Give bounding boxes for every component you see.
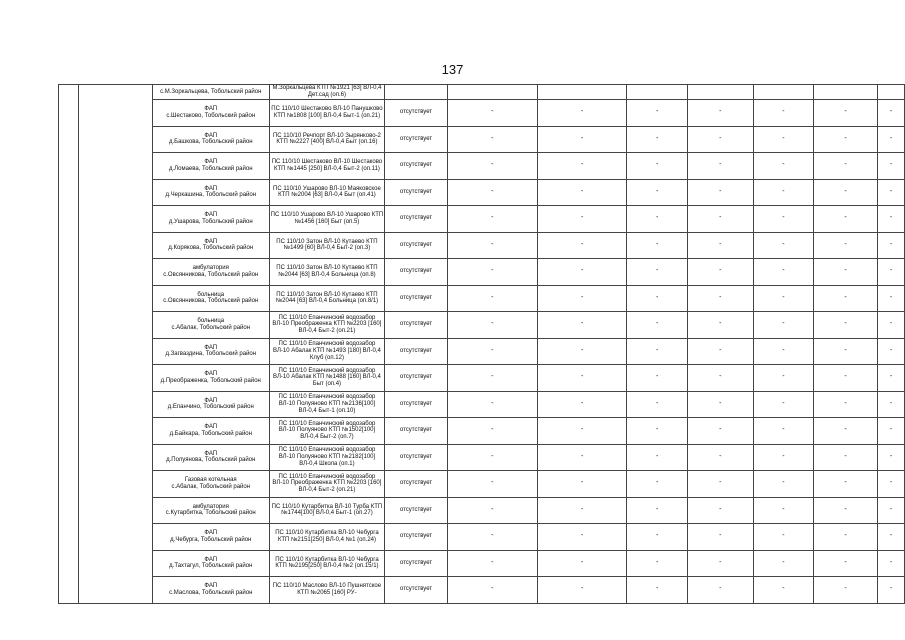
power-source-cell: ПС 110/10 Епанчинский водозабор ВЛ-10 Полуяново КТП №1502[100] ВЛ-0,4 Быт-2 (оп.7) — [269, 418, 385, 445]
value-cell — [537, 85, 626, 100]
value-cell: - — [687, 179, 753, 206]
value-cell: - — [753, 206, 813, 233]
value-cell: - — [447, 232, 537, 259]
value-cell: - — [814, 206, 878, 233]
power-source-cell: ПС 110/10 Епанчинский водозабор ВЛ-10 Преображенка КТП №2203 [160] ВЛ-0,4 Быт-2 (оп.21) — [269, 312, 385, 339]
facility-type: ФАП — [204, 556, 218, 563]
value-cell: - — [447, 524, 537, 551]
value-cell: - — [537, 126, 626, 153]
status-cell: отсутствует — [385, 577, 447, 604]
facility-place: д.Ушарова, Тобольский район — [168, 218, 253, 225]
value-cell: - — [814, 126, 878, 153]
value-cell: - — [447, 312, 537, 339]
facility-type: амбулатория — [192, 265, 229, 272]
value-cell: - — [687, 153, 753, 180]
value-cell: - — [627, 206, 687, 233]
value-cell: - — [814, 338, 878, 365]
value-cell: - — [447, 206, 537, 233]
value-cell: - — [537, 550, 626, 577]
location-cell — [153, 365, 269, 392]
value-cell: - — [537, 206, 626, 233]
facility-type: ФАП — [204, 530, 218, 537]
value-cell: - — [814, 365, 878, 392]
value-cell: - — [537, 259, 626, 286]
location-cell — [153, 577, 269, 604]
facility-type: ФАП — [204, 424, 218, 431]
value-cell: - — [627, 524, 687, 551]
value-cell: - — [814, 312, 878, 339]
facility-place: д.Полуянова, Тобольский район — [166, 457, 256, 464]
value-cell — [878, 85, 905, 100]
value-cell: - — [627, 550, 687, 577]
status-cell: отсутствует — [385, 259, 447, 286]
status-cell: отсутствует — [385, 206, 447, 233]
location-cell — [153, 338, 269, 365]
power-source-cell: ПС 110/10 Епанчинский водозабор ВЛ-10 Полуяново КТП №2182[100] ВЛ-0,4 Школа (оп.1) — [269, 444, 385, 471]
status-cell: отсутствует — [385, 232, 447, 259]
table-row — [59, 444, 905, 471]
status-cell: отсутствует — [385, 391, 447, 418]
value-cell: - — [878, 100, 905, 127]
value-cell: - — [687, 312, 753, 339]
value-cell: - — [878, 497, 905, 524]
value-cell: - — [537, 444, 626, 471]
location-cell — [153, 179, 269, 206]
value-cell: - — [537, 312, 626, 339]
table-row — [59, 312, 905, 339]
value-cell — [814, 85, 878, 100]
value-cell: - — [537, 497, 626, 524]
facility-place: с.Кутарбитка, Тобольский район — [165, 510, 256, 517]
power-source-cell: ПС 110/10 Шестаково ВЛ-10 Панушково КТП №1808 [100] ВЛ-0,4 Быт-1 (оп.21) — [269, 100, 385, 127]
value-cell: - — [447, 365, 537, 392]
blank-cell — [79, 85, 153, 604]
power-source-cell: ПС 110/10 Шестаково ВЛ-10 Шестаково КТП №1445 [250] ВЛ-0,4 Быт-2 (оп.11) — [269, 153, 385, 180]
table-row — [59, 338, 905, 365]
value-cell: - — [814, 444, 878, 471]
value-cell — [687, 85, 753, 100]
facility-place: с.Абалак, Тобольский район — [171, 483, 251, 490]
status-cell: отсутствует — [385, 524, 447, 551]
value-cell: - — [753, 100, 813, 127]
value-cell: - — [878, 206, 905, 233]
table-row — [59, 179, 905, 206]
facility-type: Газовая котельная — [184, 477, 237, 484]
table-row — [59, 577, 905, 604]
row-number-cell — [59, 85, 79, 604]
value-cell: - — [878, 365, 905, 392]
power-source-cell: ПС 110/10 Ушарово ВЛ-10 Маяковское КТП №2004 [63] ВЛ-0,4 Быт (оп.41) — [269, 179, 385, 206]
value-cell: - — [814, 179, 878, 206]
data-table — [58, 84, 905, 604]
value-cell: - — [753, 285, 813, 312]
value-cell: - — [753, 444, 813, 471]
value-cell: - — [814, 471, 878, 498]
power-source-cell: ПС 110/10 Кутарбитка ВЛ-10 Чебурга КТП №2195[250] ВЛ-0,4 №2 (оп.15/1) — [269, 550, 385, 577]
value-cell: - — [447, 444, 537, 471]
value-cell: - — [537, 338, 626, 365]
facility-place: д.Тахтагул, Тобольский район — [169, 563, 253, 570]
value-cell: - — [753, 259, 813, 286]
facility-place: д.Загваздина, Тобольский район — [165, 351, 257, 358]
location-cell — [153, 85, 269, 100]
value-cell: - — [878, 312, 905, 339]
status-cell: отсутствует — [385, 153, 447, 180]
table-row — [59, 418, 905, 445]
status-cell: отсутствует — [385, 126, 447, 153]
table-row — [59, 497, 905, 524]
value-cell: - — [878, 391, 905, 418]
value-cell: - — [627, 444, 687, 471]
value-cell: - — [753, 418, 813, 445]
power-source-cell: ПС 110/10 Кутарбитка ВЛ-10 Чебурга КТП №2151[250] ВЛ-0,4 №1 (оп.24) — [269, 524, 385, 551]
value-cell: - — [627, 391, 687, 418]
location-cell — [153, 497, 269, 524]
value-cell: - — [537, 471, 626, 498]
table-row — [59, 391, 905, 418]
value-cell: - — [687, 577, 753, 604]
facility-type: ФАП — [204, 450, 218, 457]
facility-type: ФАП — [204, 185, 218, 192]
value-cell: - — [627, 179, 687, 206]
value-cell: - — [814, 497, 878, 524]
value-cell: - — [878, 285, 905, 312]
power-source-cell: ПС 110/10 Затон ВЛ-10 Кутаево КТП №2044 [63] ВЛ-0,4 Больница (оп.8) — [269, 259, 385, 286]
facility-type: ФАП — [204, 132, 218, 139]
value-cell: - — [753, 179, 813, 206]
value-cell: - — [753, 524, 813, 551]
value-cell: - — [627, 471, 687, 498]
power-source-cell: ПС 110/10 Маслово ВЛ-10 Пушнятское КТП №2065 [160] РУ- — [269, 577, 385, 604]
facility-place: д.Башкова, Тобольский район — [168, 139, 253, 146]
value-cell: - — [447, 126, 537, 153]
facility-type: ФАП — [204, 212, 218, 219]
location-cell — [153, 524, 269, 551]
status-cell: отсутствует — [385, 418, 447, 445]
power-source-cell: ПС 110/10 Епанчинский водозабор ВЛ-10 Абалак КТП №1493 [180] ВЛ-0,4 Клуб (оп.12) — [269, 338, 385, 365]
value-cell: - — [814, 391, 878, 418]
power-source-cell: ПС 110/10 Затон ВЛ-10 Кутаево КТП №1499 [60] ВЛ-0,4 Быт-2 (оп.3) — [269, 232, 385, 259]
value-cell: - — [627, 577, 687, 604]
value-cell: - — [447, 497, 537, 524]
status-cell: отсутствует — [385, 338, 447, 365]
value-cell: - — [627, 100, 687, 127]
facility-place: д.Епанчино, Тобольский район — [167, 404, 254, 411]
status-cell: отсутствует — [385, 365, 447, 392]
value-cell: - — [537, 365, 626, 392]
value-cell: - — [687, 126, 753, 153]
table-row — [59, 206, 905, 233]
value-cell: - — [878, 259, 905, 286]
table-row — [59, 232, 905, 259]
status-cell: отсутствует — [385, 497, 447, 524]
value-cell: - — [537, 391, 626, 418]
value-cell — [627, 85, 687, 100]
value-cell: - — [627, 312, 687, 339]
value-cell: - — [627, 285, 687, 312]
location-cell — [153, 285, 269, 312]
value-cell: - — [687, 391, 753, 418]
value-cell: - — [814, 577, 878, 604]
location-cell — [153, 259, 269, 286]
value-cell: - — [627, 418, 687, 445]
facility-type: амбулатория — [192, 503, 229, 510]
facility-type: ФАП — [204, 106, 218, 113]
location-cell — [153, 471, 269, 498]
facility-place: д.Преображенка, Тобольский район — [160, 377, 261, 384]
value-cell: - — [814, 550, 878, 577]
value-cell: - — [627, 232, 687, 259]
location-cell — [153, 100, 269, 127]
status-cell — [385, 85, 447, 100]
facility-type: ФАП — [204, 238, 218, 245]
value-cell: - — [687, 418, 753, 445]
value-cell: - — [753, 312, 813, 339]
value-cell: - — [753, 126, 813, 153]
table-row — [59, 126, 905, 153]
power-source-cell: ПС 110/10 Епанчинский водозабор ВЛ-10 Полуяново КТП №2136[100] ВЛ-0,4 Быт-1 (оп.10) — [269, 391, 385, 418]
table-row — [59, 285, 905, 312]
facility-place: с.Шестаково, Тобольский район — [166, 112, 256, 119]
facility-type: ФАП — [204, 159, 218, 166]
value-cell: - — [814, 259, 878, 286]
value-cell: - — [687, 232, 753, 259]
value-cell: - — [537, 179, 626, 206]
value-cell: - — [447, 100, 537, 127]
value-cell: - — [687, 550, 753, 577]
value-cell: - — [814, 100, 878, 127]
value-cell: - — [537, 577, 626, 604]
value-cell: - — [627, 365, 687, 392]
value-cell: - — [687, 444, 753, 471]
value-cell: - — [814, 524, 878, 551]
value-cell: - — [447, 550, 537, 577]
facility-type: ФАП — [204, 583, 218, 590]
facility-type: больница — [197, 291, 225, 298]
value-cell: - — [753, 153, 813, 180]
value-cell: - — [687, 524, 753, 551]
table-row — [59, 550, 905, 577]
value-cell: - — [687, 259, 753, 286]
value-cell: - — [687, 471, 753, 498]
value-cell: - — [814, 232, 878, 259]
value-cell: - — [537, 418, 626, 445]
value-cell: - — [537, 524, 626, 551]
value-cell: - — [687, 285, 753, 312]
location-cell — [153, 126, 269, 153]
value-cell: - — [537, 153, 626, 180]
facility-type: больница — [197, 318, 225, 325]
facility-place: с.Овсянникова, Тобольский район — [163, 298, 259, 305]
value-cell: - — [753, 497, 813, 524]
table-row — [59, 259, 905, 286]
value-cell: - — [814, 285, 878, 312]
value-cell: - — [687, 497, 753, 524]
page-number: 137 — [441, 62, 464, 77]
power-source-cell: ПС 110/10 Речпорт ВЛ-10 Зырянково-2 КТП №2227 [400] ВЛ-0,4 Быт (оп.16) — [269, 126, 385, 153]
value-cell: - — [753, 338, 813, 365]
status-cell: отсутствует — [385, 100, 447, 127]
power-source-cell: ПС 110/10 Епанчинский водозабор ВЛ-10 Абалак КТП №1488 [160] ВЛ-0,4 Быт (оп.4) — [269, 365, 385, 392]
facility-place: с.Овсянникова, Тобольский район — [163, 271, 259, 278]
value-cell: - — [447, 153, 537, 180]
power-source-cell: ПС 110/10 Ушарово ВЛ-10 Ушарово КТП №1456 [160] Быт (оп.5) — [269, 206, 385, 233]
value-cell: - — [878, 577, 905, 604]
value-cell: - — [447, 577, 537, 604]
value-cell: - — [627, 126, 687, 153]
value-cell: - — [447, 391, 537, 418]
status-cell: отсутствует — [385, 285, 447, 312]
status-cell: отсутствует — [385, 471, 447, 498]
facility-place: д.Байкара, Тобольский район — [169, 430, 252, 437]
table-row — [59, 524, 905, 551]
value-cell: - — [627, 338, 687, 365]
value-cell: - — [878, 524, 905, 551]
value-cell: - — [447, 259, 537, 286]
value-cell: - — [878, 418, 905, 445]
facility-type: ФАП — [204, 371, 218, 378]
value-cell: - — [753, 232, 813, 259]
power-source-cell: ПС 110/10 Затон ВЛ-10 Кутаево КТП №2044 [63] ВЛ-0,4 Больница (оп.8/1) — [269, 285, 385, 312]
status-cell: отсутствует — [385, 550, 447, 577]
value-cell: - — [753, 365, 813, 392]
value-cell: - — [878, 153, 905, 180]
value-cell: - — [447, 338, 537, 365]
value-cell: - — [878, 179, 905, 206]
value-cell: - — [627, 497, 687, 524]
power-source-cell: ПС 110/10 Епанчинский водозабор ВЛ-10 Преображенка КТП №2203 [160] ВЛ-0,4 Быт-2 (оп.21) — [269, 471, 385, 498]
value-cell: - — [753, 391, 813, 418]
value-cell — [447, 85, 537, 100]
location-cell — [153, 550, 269, 577]
table-row — [59, 153, 905, 180]
location-cell — [153, 232, 269, 259]
value-cell: - — [447, 179, 537, 206]
facility-place: с.М.Зоркальцева, Тобольский район — [160, 88, 262, 95]
value-cell: - — [537, 285, 626, 312]
value-cell: - — [878, 444, 905, 471]
value-cell: - — [447, 471, 537, 498]
facility-place: д.Корякова, Тобольский район — [168, 245, 254, 252]
value-cell: - — [687, 206, 753, 233]
status-cell: отсутствует — [385, 444, 447, 471]
value-cell: - — [878, 550, 905, 577]
value-cell: - — [447, 285, 537, 312]
value-cell: - — [447, 418, 537, 445]
value-cell: - — [687, 338, 753, 365]
value-cell: - — [878, 338, 905, 365]
table-row — [59, 365, 905, 392]
value-cell: - — [878, 126, 905, 153]
power-source-cell: М.Зоркальцева КТП №1921 [63] ВЛ-0,4 Дет.сад (оп.6) — [269, 85, 385, 100]
facility-type: ФАП — [204, 397, 218, 404]
status-cell: отсутствует — [385, 312, 447, 339]
value-cell: - — [627, 153, 687, 180]
value-cell: - — [627, 259, 687, 286]
location-cell — [153, 391, 269, 418]
table-row — [59, 100, 905, 127]
location-cell — [153, 444, 269, 471]
power-source-cell: ПС 110/10 Кутарбитка ВЛ-10 Турба КТП №1744[100] ВЛ-0,4 Быт-1 (оп.27) — [269, 497, 385, 524]
facility-place: с.Абалак, Тобольский район — [171, 324, 251, 331]
value-cell: - — [687, 365, 753, 392]
location-cell — [153, 206, 269, 233]
value-cell — [753, 85, 813, 100]
value-cell: - — [814, 418, 878, 445]
value-cell: - — [537, 232, 626, 259]
table-row — [59, 85, 905, 100]
table-row — [59, 471, 905, 498]
facility-place: д.Чебурга, Тобольский район — [170, 536, 252, 543]
facility-type: ФАП — [204, 344, 218, 351]
value-cell: - — [687, 100, 753, 127]
value-cell: - — [878, 471, 905, 498]
status-cell: отсутствует — [385, 179, 447, 206]
facility-place: д.Черкашина, Тобольский район — [165, 192, 257, 199]
value-cell: - — [753, 550, 813, 577]
value-cell: - — [814, 153, 878, 180]
location-cell — [153, 153, 269, 180]
value-cell: - — [537, 100, 626, 127]
value-cell: - — [753, 471, 813, 498]
facility-place: с.Маслова, Тобольский район — [169, 589, 253, 596]
value-cell: - — [753, 577, 813, 604]
location-cell — [153, 418, 269, 445]
location-cell — [153, 312, 269, 339]
value-cell: - — [878, 232, 905, 259]
facility-place: д.Ломаева, Тобольский район — [169, 165, 253, 172]
